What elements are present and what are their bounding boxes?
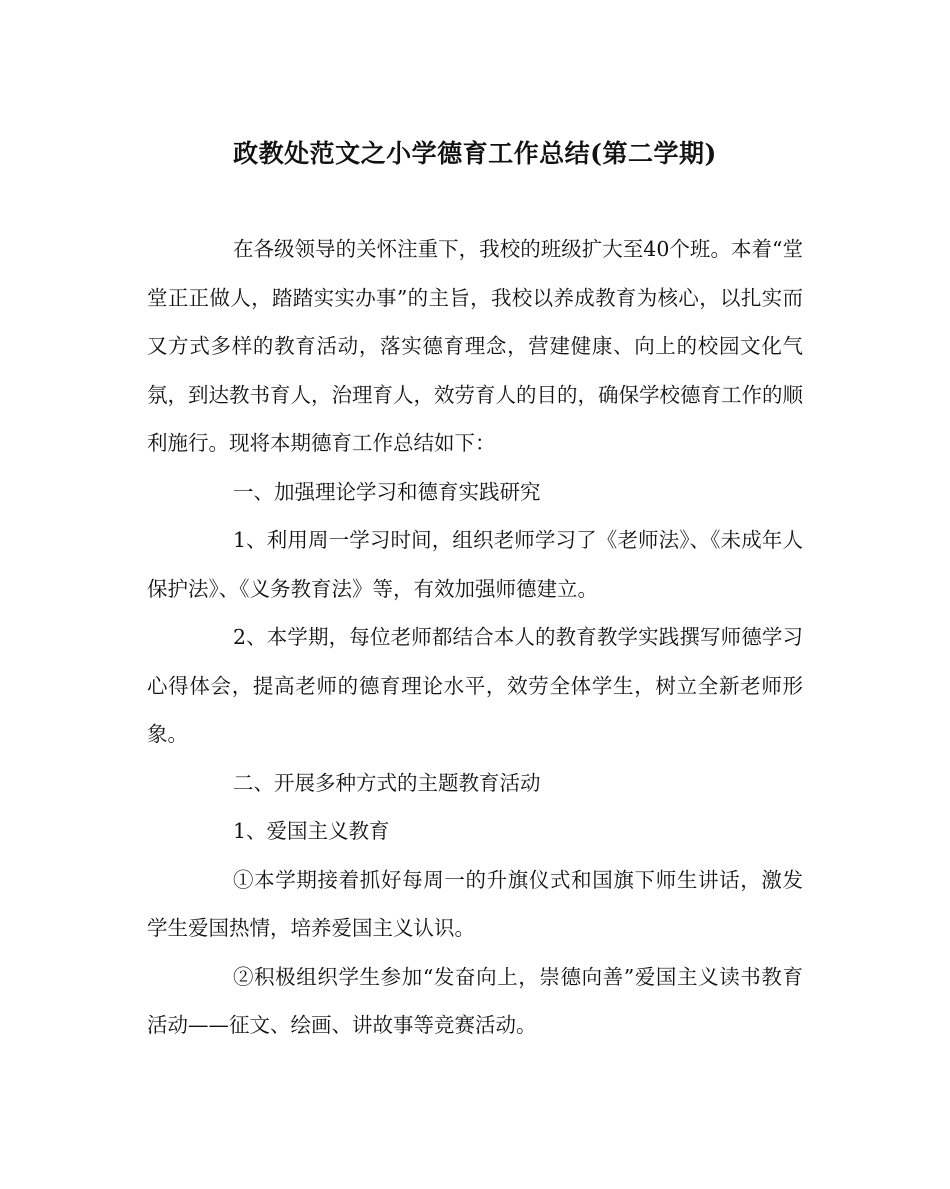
paragraph-intro: 在各级领导的关怀注重下，我校的班级扩大至40个班。本着“堂堂正正做人，踏踏实实办事”的主旨，我校以养成教育为核心，以扎实而又方式多样的教育活动，落实德育理念，营建健康、向上的校园文化气氛，到达教书育人，治理育人，效劳育人的目的，确保学校德育工作的顺利施行。现将本期德育工作总结如下： — [147, 237, 803, 455]
paragraph-2-1-a: ①本学期接着抓好每周一的升旗仪式和国旗下师生讲话，激发学生爱国热情，培养爱国主义认识。 — [147, 867, 803, 940]
section-heading-1: 一、加强理论学习和德育实践研究 — [233, 479, 541, 504]
subsection-heading-2-1: 1、爱国主义教育 — [233, 819, 390, 843]
document-body — [147, 225, 803, 1050]
section-heading-2: 二、开展多种方式的主题教育活动 — [233, 770, 541, 795]
document-title: 政教处范文之小学德育工作总结(第二学期) — [233, 139, 717, 168]
paragraph-1-2: 2、本学期，每位老师都结合本人的教育教学实践撰写师德学习心得体会，提高老师的德育理论水平，效劳全体学生，树立全新老师形象。 — [147, 625, 803, 746]
paragraph-2-1-b: ②积极组织学生参加“发奋向上，崇德向善”爱国主义读书教育活动——征文、绘画、讲故事等竞赛活动。 — [147, 964, 803, 1037]
paragraph-1-1: 1、利用周一学习时间，组织老师学习了《老师法》、《未成年人保护法》、《义务教育法》等，有效加强师德建立。 — [147, 528, 803, 601]
